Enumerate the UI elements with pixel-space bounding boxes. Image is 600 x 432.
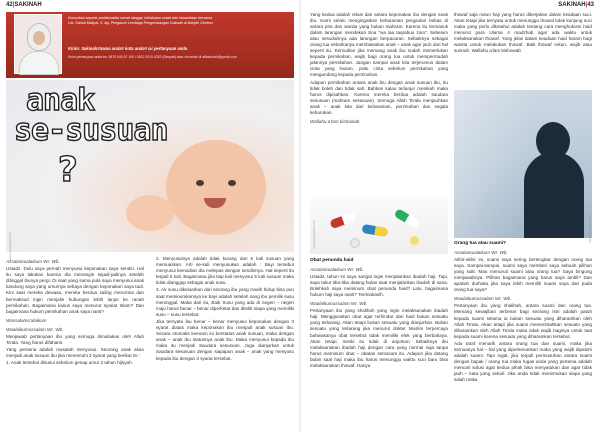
paragraph: Pertanyaan ibu yang shalihah, antara suami dan orang tua. Memang kewajiban terbesar bagi seorang istri adalah patuh kepada suami selama ia bukan sesuatu yang diharamkan oleh Allah Ta'ala. Akan tetapi jika suami memerintahkan sesuatu yang diharamkan oleh Allah Ta'ala maka tidak wajib baginya untuk taat kepada suami karena sesuatu yang diharamkan tersebut. bbox=[454, 303, 592, 339]
salutation: Assalamualaikum Wr. Wb. bbox=[310, 267, 364, 273]
salutation: Waalaikumussalam Wr. Wb. bbox=[6, 326, 64, 332]
article-title bbox=[14, 83, 168, 148]
paragraph: Yang pertama adalah masalah menyusui. Seorang anak akan menjadi anak susuan ibu jika memenuhi 3 syarat yang berikut ini : bbox=[6, 347, 144, 359]
paragraph: 3. Air susu dikeluarkan dari seorang ibu yang masih hidup bisa pun saat meminumkannya ke bayi adalah setelah sang ibu pemilik susu meninggal. Maka dari itu, Baik Susu yang ada di negeri – negeri maju harus benar – benar diperketat dan diteliti siapa yang memiliki susu – susu tersebut. bbox=[156, 287, 294, 317]
left-column-2 bbox=[156, 256, 294, 363]
right-column-1-bottom bbox=[310, 258, 448, 370]
salutation: Waalaikumussalam Wr. Wb. bbox=[454, 296, 512, 302]
paragraph: Pertanyaan ibu yang shalihah yang ingin melaksanakan ibadah haji. Menggunakan obat agar terhindar dari haid bukan sesuatu yang terlarang. Akan tetapi bukan sesuatu yang dianjurkan. Bukan sesuatu yang terlarang jika menurut dokter Muslim terpercaya bahwasanya obat tersebut tidak memiliki efek yang berbahaya. Akan tetapi, meski itu tidak di anjurkan. Sebaiknya ibu melaksanakan ibadah haji dengan cara yang normal saja tanpa harus meminum obat – obatan semacam itu. Adapun jika datang bulan saat haji maka ibu harus menunggu waktu suci baru bisa melaksanakan thowaf. Hanya bbox=[310, 308, 448, 368]
section-name-right: SAKINAH bbox=[558, 2, 586, 8]
title-question-mark: ? bbox=[58, 150, 78, 190]
paragraph: thowaf saja rukun haji yang harus dikerjakan dalam keadaan suci. Akan tetapi jika ternyata untuk menunggu thowaf tidak kunjung suci maka yang perlu diketahui adalah tentang cara menghukumi haid menurut para Ulama 4 madzhab agar ada waktu untuk melaksanakan thowaf. Yang jelas dalam keadaan haid haram bagi wanita untuk melakukan thowaf. Baik thowaf rukun, wajib atau sunnah. Wallahu a'lam bishowab bbox=[454, 12, 592, 54]
photo-credit-woman: www.istockphoto.com bbox=[588, 214, 592, 243]
paragraph: Akhir-akhir ini, suami saya sering bertengkar dengan orang tua saya. Sampai-sampai, suami saya memberi saya sebuah pilihan yang sulit. Mau menuruti suami atau orang tua? Saya bingung menjawabnya. Pilihan bagaimana yang harus saya ambil? Dan apakah durhaka jika saya lebih memilih suami saya dari pada orang tua saya? bbox=[454, 257, 592, 293]
consultant-photo bbox=[14, 14, 62, 74]
right-column-2-top bbox=[454, 12, 592, 54]
subheading: Orang tua atau suami? bbox=[454, 241, 506, 246]
paragraph: Jika ternyata ibu benar – benar menyusui keponakan dengan 3 syarat diatas maka keponakan ibu menjadi anak susuan ibu. Secara otomatis keenam ini berstatus anak susuan, maka dengan anak – anak ibu statusnya anak ibu. Maka menyusui kepada ibu maka itu menjadi Saudara sesusuan. Juga dianjurkan untuk Saudara sesusuan dengan siapapun anak – anak yang menyusu kepada ibu dengan 3 syarat tersebut. bbox=[156, 318, 294, 361]
paragraph: Adapun pernikahan antara anak ibu dengan anak susuan ibu, itu tidak boleh dan tidak sah. Bahkan kalau terlanjur menikah maka harus dipisahkan. Karena mereka berdua adalah saudara sesusuan (mahram sesusuan). Semoga Allah Ta'ala menjauhkan anak – anak kita dari keharaman, perzinahan dan segala keburukan. bbox=[310, 79, 448, 115]
page-number-right: 43 bbox=[587, 2, 594, 8]
left-page-header: 42|SAKINAH bbox=[6, 2, 42, 8]
salutation: Assalamualaikum Wr. Wb. bbox=[454, 250, 508, 256]
right-page-header: SAKINAH|43 bbox=[558, 2, 594, 8]
contact-info: Kirim pertanyaan anda ke: 0878 645 87 190 / 0812 2019 4252 (Simpati) atau via email di albashirah@gmail.com bbox=[68, 55, 237, 59]
veiled-woman-photo bbox=[454, 90, 592, 238]
submission-instruction: Kirim: Sakinah#nama anda# kota anda# isi pertanyaan anda bbox=[68, 46, 188, 51]
paragraph: Menjawab pertanyaan ibu yang semoga dimuliakan oleh Allah Ta'ala. Yang harus difahami. bbox=[6, 334, 144, 346]
paragraph: Ustadz. Dulu saya pernah menyusui keponakan saya sendiri. Hal itu saya lakukan karena dia menangis sejadi-jadinya setelah ditinggal ibunya pergi. Di saat yang sama pula saya menyusui anak kandung saya yang umurnya sebaya dengan keponakan saya tadi. Kini saat mereka dewasa, mereka berdua saling mencintai dan bermaksud ingin menjalin hubungan lebih lanjut ke ranah pernikahan. Bagaimana kasus saya menurut syariat Islam? Dan bagaimana hukum pernikahan anak saya nanti? bbox=[6, 266, 144, 314]
paragraph: Yang kedua adalah relasi dan antara keponakan ibu dengan anak ibu. Kami selalu mengingatkan keharaman pergaulan bebas di antara pria dan wanita yang bukan mahram. Karena itu termasuk dalam larangan mendekati zina "wa laa taqrabuu zina". Sebelum atau sesudahnya ada larangan berpacaran. Sebaiknya sebagai orang tua sebarkanya membiasakan anak – anak agar jauh dari hal seperti itu. Kemudian jika memang anak ibu sudah memerlukan kepada pernikahan, wajib bagi orang tua untuk mempermudah jalannya pernikahan. Jangan sampai anak kita terjerumus dalam cinta yang haram, yaitu cinta sebelum pernikahan yang mengundang kepada perzinahan. bbox=[310, 12, 448, 78]
paragraph: Ada taraf menarik antara orang tua dan suami, maka jika semuanya hal – hal yang diperkenankan maka yang wajib dipatuhi adalah suami. Tapi ingat, jika terjadi permusuhan antara suami dengan bapak / orang tua maka tugas anda yang pertama adalah mencari solusi agar kedua pihak bisa menyatukan dan agar tidak jauh – kata yang sekali. Jika anda tidak menemukan siapa yang salah maka bbox=[454, 340, 592, 382]
right-column-1-top bbox=[310, 12, 448, 126]
section-name-left: SAKINAH bbox=[14, 2, 42, 8]
column-intro: Konsultasi seputar problematika rumah tangga, kehidupan sosial dan kewanitaan bersama Ust. Danial Maliyat, S. Ag. Pengasuh Lembaga Pengembangan Dakwah al Bahjah Cirebon bbox=[68, 16, 213, 25]
left-column-1 bbox=[6, 256, 144, 368]
salutation: Wassalamu'alaikum bbox=[6, 317, 47, 323]
capsules-photo bbox=[310, 196, 448, 254]
right-page bbox=[300, 0, 600, 432]
photo-credit-capsules: www.istockphoto.com bbox=[312, 220, 316, 249]
salutation: Assalamualaikum Wr. Wb. bbox=[6, 259, 60, 264]
title-line-1: anak bbox=[26, 83, 95, 118]
subheading: Obat penunda haid bbox=[310, 258, 354, 263]
paragraph: 2. Menyusuinya adalah tidak kurang dari 5 kali susuan yang memuaskan. Arti se-kali menyusukan adalah : Bayi tersebut menyusui kemudian dia melepas dengan sendirinya. Hal seperti itu terjadi 5 kali. Bagaimana jika tiap kali menyusui 5 kali susuan maka tidak dianggap sebagai anak susu. bbox=[156, 256, 294, 286]
paragraph: Ustadz, tahun ini saya sangat ingin menjalankan ibadah haji. Tapi, saya takut tiba-tiba datang bulan saat menjalankan ibadah di sana. Bolehkah saya meminum obat penunda haid? Lalu, bagaimana hukum haji saya nanti? Terimakasih. bbox=[310, 274, 448, 298]
paragraph: 1. Anak tersebut disusui sebelum genap umur 2 tahun hijriyah. bbox=[6, 360, 133, 366]
salutation: Wallahu a'lam bishowab bbox=[310, 118, 360, 124]
page-number-left: 42 bbox=[6, 2, 13, 8]
title-line-2: se-susuan bbox=[14, 113, 168, 148]
salutation: Waalaikumussalam Wr. Wb. bbox=[310, 301, 368, 307]
photo-credit-left: www.istockphoto.com bbox=[8, 232, 12, 261]
right-column-2-bottom bbox=[454, 241, 592, 384]
